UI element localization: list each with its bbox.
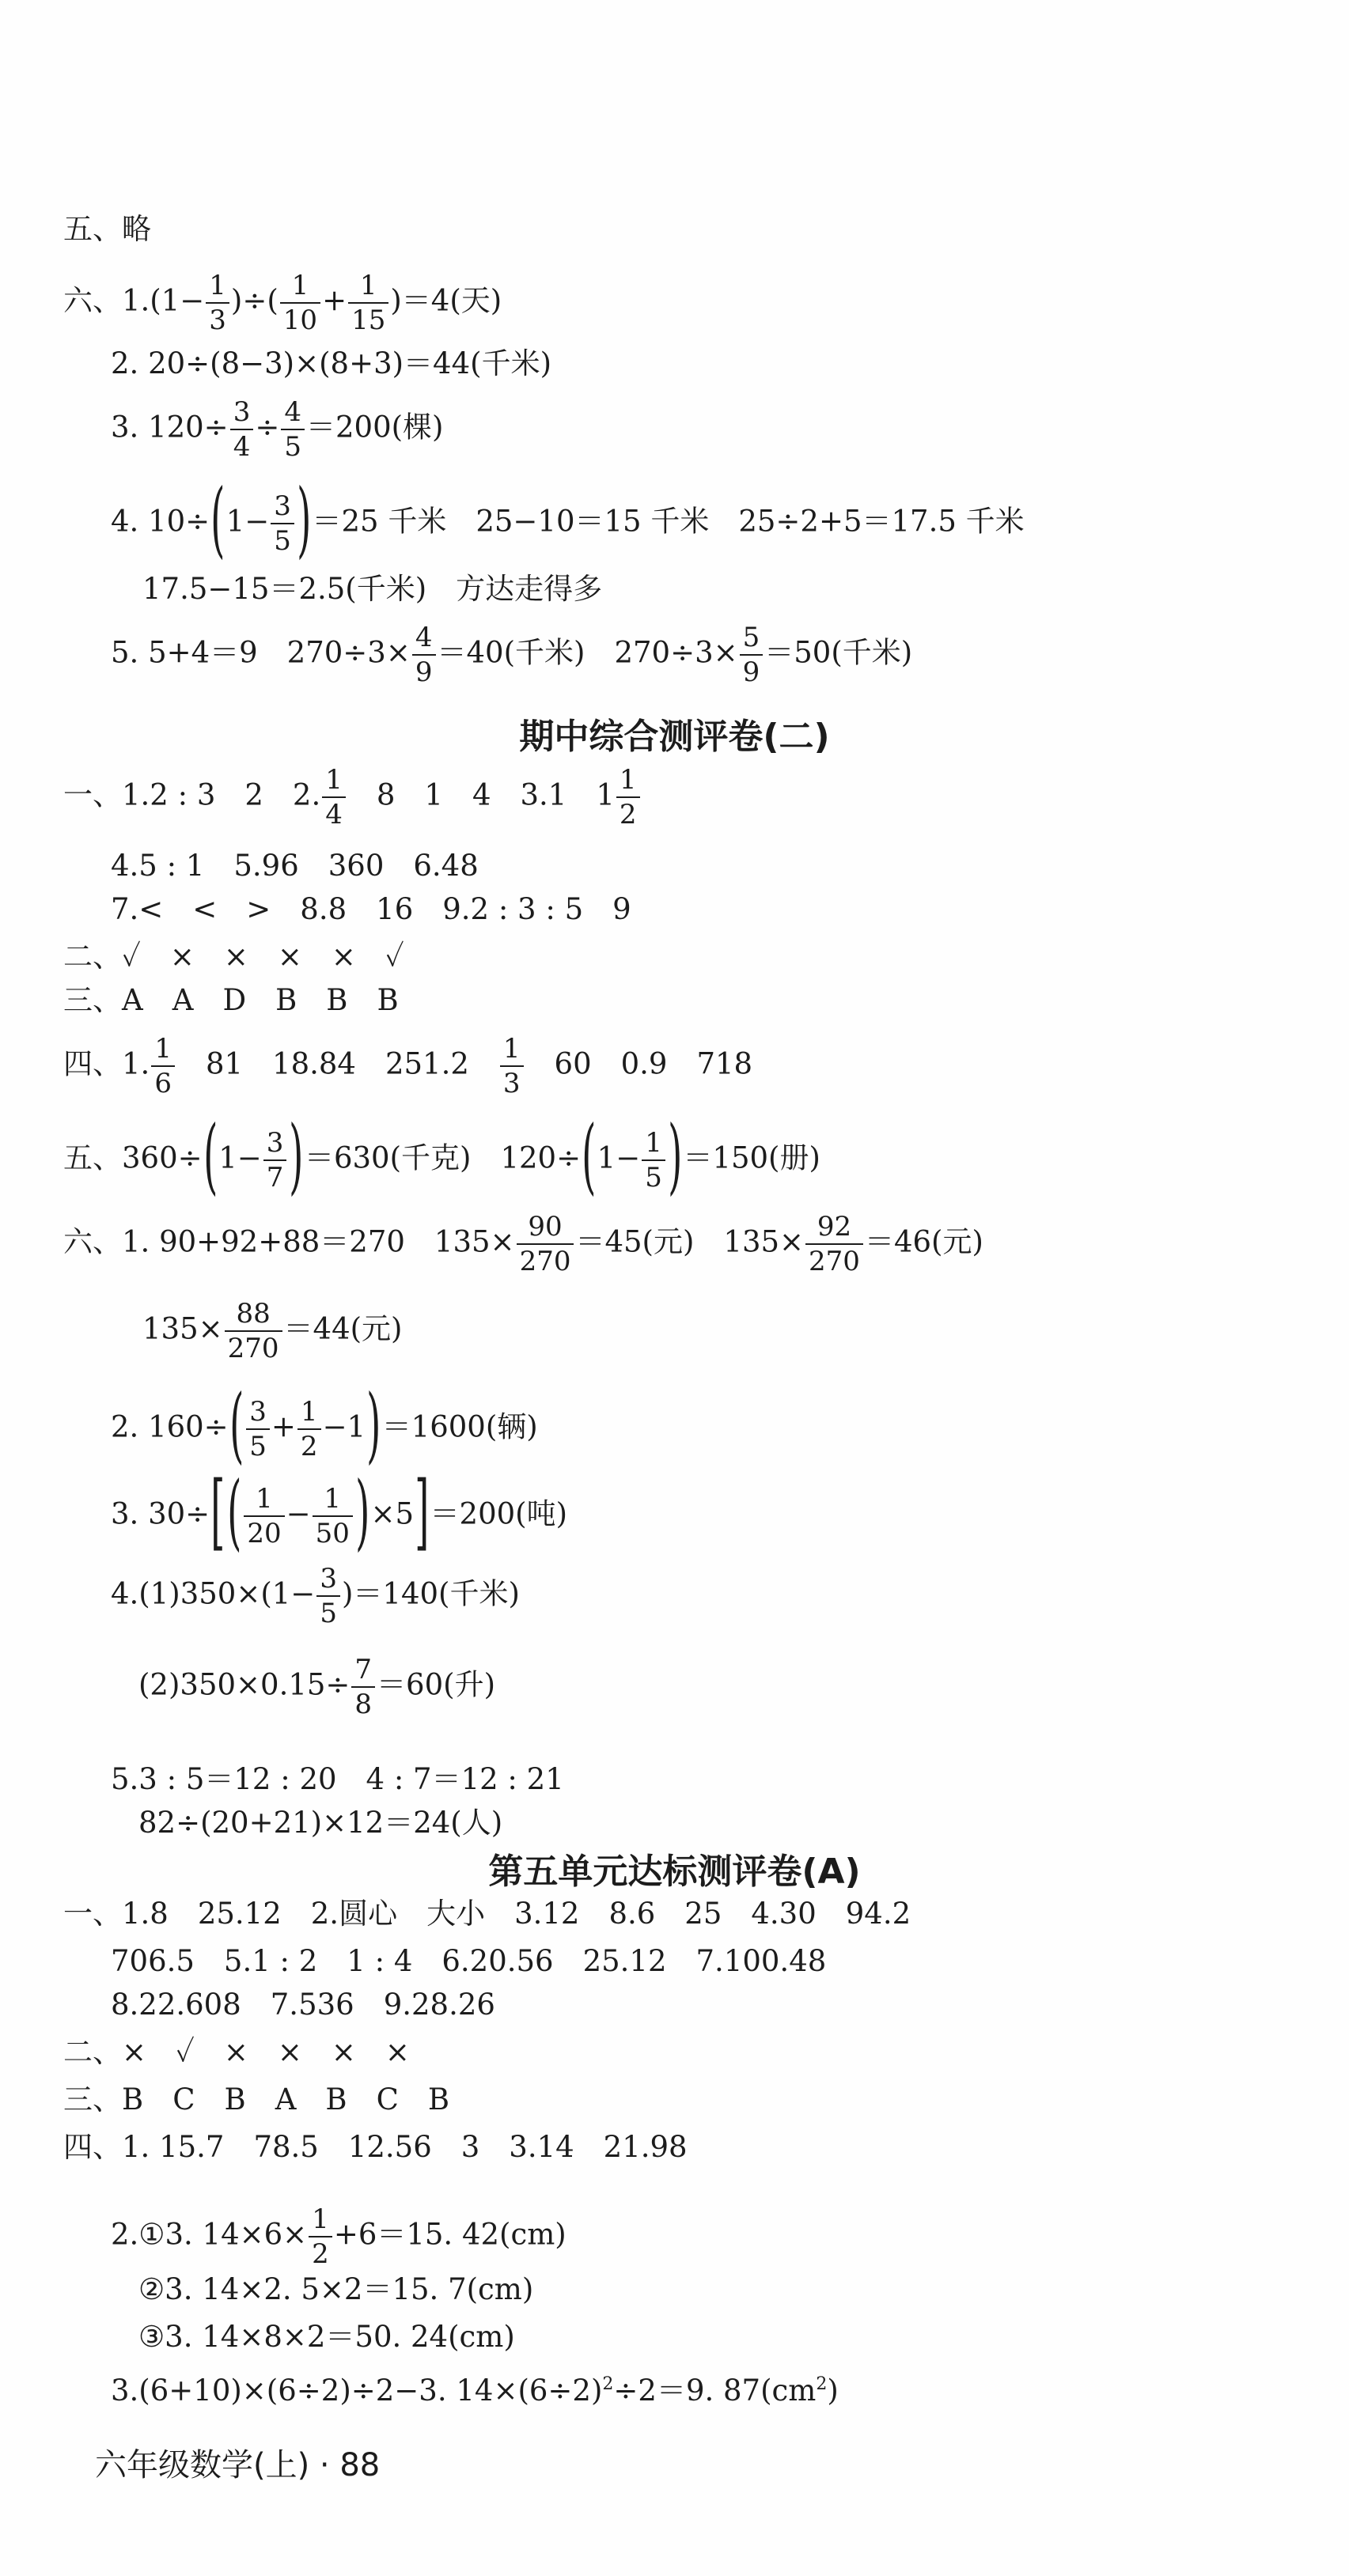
- denominator: 8: [351, 1686, 375, 1721]
- line-1c: 7.< < > 8.8 16 9.2 : 3 : 5 9: [111, 892, 631, 926]
- fraction: [805, 1210, 863, 1278]
- text: 四、1.: [63, 1046, 150, 1081]
- fraction: [206, 269, 229, 337]
- text: −: [286, 1496, 311, 1531]
- fraction: [280, 269, 320, 337]
- denominator: 5: [271, 523, 294, 558]
- numerator: 1: [312, 2203, 329, 2235]
- numerator: 1: [619, 764, 637, 796]
- section-title: 期中综合测评卷(二): [519, 717, 830, 757]
- superscript: 2: [602, 2374, 614, 2394]
- denominator: 6: [151, 1065, 175, 1100]
- text: +6＝15. 42(cm): [333, 2217, 567, 2252]
- text: 8 1 4 3.1 1: [347, 777, 615, 812]
- denominator: 5: [642, 1159, 665, 1194]
- line-6-4b: 17.5−15＝2.5(千米) 方达走得多: [142, 572, 603, 606]
- denominator: 20: [244, 1515, 284, 1550]
- line-6-5c: 82÷(20+21)×12＝24(人): [138, 1806, 503, 1840]
- fraction: [351, 1653, 375, 1721]
- text: 2.①3. 14×6×: [111, 2217, 308, 2252]
- numerator: 1: [502, 1033, 521, 1065]
- line-6-5: [111, 621, 912, 689]
- line-5b: [63, 1107, 820, 1204]
- text: 一、1.2 : 3 2 2.: [63, 777, 321, 812]
- line-1: [63, 763, 642, 831]
- fraction: [412, 621, 436, 689]
- line-1f: 8.22.608 7.536 9.28.26: [111, 1988, 495, 2022]
- fraction: [309, 2203, 332, 2271]
- numerator: 5: [742, 622, 760, 653]
- denominator: 5: [281, 429, 305, 463]
- numerator: 7: [354, 1654, 373, 1685]
- line-4-4: ③3. 14×8×2＝50. 24(cm): [138, 2320, 515, 2354]
- denominator: 10: [280, 302, 320, 337]
- fraction: [297, 1395, 321, 1463]
- numerator: 4: [284, 396, 301, 428]
- left-paren: (: [210, 471, 225, 567]
- line-1b: 4.5 : 1 5.96 360 6.48: [111, 849, 479, 883]
- text: ÷2＝9. 87(cm: [613, 2374, 817, 2408]
- text: 135×: [142, 1311, 223, 1346]
- line-6-2b: [111, 1376, 538, 1473]
- numerator: 1: [154, 1033, 172, 1065]
- fraction: [313, 1482, 353, 1550]
- text: ＝150(册): [683, 1140, 820, 1175]
- line-3: 三、A A D B B B: [63, 983, 399, 1017]
- line-6-3b: [111, 1463, 568, 1560]
- fraction: [263, 1126, 287, 1194]
- numerator: 3: [249, 1396, 267, 1428]
- line-4b: 四、1. 15.7 78.5 12.56 3 3.14 21.98: [63, 2130, 688, 2164]
- denominator: 2: [309, 2236, 332, 2271]
- text: (2)350×0.15÷: [138, 1667, 351, 1702]
- left-paren: (: [226, 1463, 242, 1560]
- fraction: [500, 1032, 524, 1100]
- text: 1−: [597, 1140, 641, 1175]
- text: ＝50(千米): [764, 635, 913, 670]
- fraction: [230, 395, 254, 463]
- denominator: 5: [316, 1595, 340, 1630]
- text: ＝45(元) 135×: [575, 1224, 805, 1259]
- text: ＝46(元): [864, 1224, 983, 1259]
- line-6-1b: [63, 1210, 983, 1278]
- fraction: [322, 763, 346, 831]
- numerator: 1: [256, 1483, 273, 1515]
- text: 1−: [225, 504, 270, 539]
- text: ＝60(升): [377, 1667, 496, 1702]
- numerator: 88: [236, 1298, 271, 1330]
- line-2b: 二、× ✓ × × × ×: [63, 2035, 410, 2069]
- superscript: 2: [816, 2374, 828, 2394]
- numerator: 3: [320, 1563, 337, 1594]
- numerator: 3: [266, 1127, 284, 1159]
- text: 3. 30÷: [111, 1496, 210, 1531]
- numerator: 92: [817, 1211, 852, 1243]
- numerator: 1: [291, 270, 309, 301]
- denominator: 270: [517, 1243, 574, 1278]
- numerator: 1: [324, 1483, 342, 1515]
- line-6-4c: [111, 1562, 520, 1630]
- text: ＝630(千克) 120÷: [304, 1140, 582, 1175]
- line-4-3: ②3. 14×2. 5×2＝15. 7(cm): [138, 2272, 534, 2306]
- text: ＝1600(辆): [381, 1409, 538, 1444]
- fraction: [271, 490, 294, 558]
- right-paren: ): [297, 471, 312, 567]
- numerator: 1: [325, 764, 343, 796]
- line-6-5b: 5.3 : 5＝12 : 20 4 : 7＝12 : 21: [111, 1762, 564, 1796]
- text: ÷: [255, 410, 280, 444]
- fraction: [281, 395, 305, 463]
- denominator: 4: [322, 796, 346, 831]
- text: 81 18.84 251.2: [176, 1046, 498, 1081]
- denominator: 50: [313, 1515, 353, 1550]
- numerator: 1: [300, 1396, 318, 1428]
- right-paren: ): [668, 1107, 683, 1204]
- denominator: 4: [230, 429, 254, 463]
- text: )＝4(天): [390, 283, 502, 318]
- denominator: 9: [740, 654, 764, 689]
- fraction: [517, 1210, 574, 1278]
- text: +: [322, 283, 347, 318]
- numerator: 90: [528, 1211, 563, 1243]
- text: 五、360÷: [63, 1140, 203, 1175]
- text: 60 0.9 718: [525, 1046, 753, 1081]
- line-1e: 706.5 5.1 : 2 1 : 4 6.20.56 25.12 7.100.48: [111, 1944, 827, 1978]
- right-bracket: ]: [415, 1463, 430, 1560]
- fraction: [244, 1482, 284, 1550]
- fraction: [246, 1395, 270, 1463]
- text: ×5: [370, 1496, 414, 1531]
- text: 4. 10÷: [111, 504, 210, 539]
- line-6-2: 2. 20÷(8−3)×(8+3)＝44(千米): [111, 346, 552, 380]
- numerator: 1: [645, 1127, 662, 1159]
- right-paren: ): [289, 1107, 304, 1204]
- denominator: 2: [297, 1428, 321, 1463]
- left-paren: (: [582, 1107, 597, 1204]
- fraction: [151, 1032, 175, 1100]
- text: −1: [322, 1409, 366, 1444]
- text: ＝25 千米 25−10＝15 千米 25÷2+5＝17.5 千米: [312, 504, 1025, 539]
- text: 3.(6+10)×(6÷2)÷2−3. 14×(6÷2): [111, 2374, 603, 2408]
- right-paren: ): [366, 1376, 381, 1473]
- line-1d: 一、1.8 25.12 2.圆心 大小 3.12 8.6 25 4.30 94.2: [63, 1897, 911, 1931]
- text: 2. 160÷: [111, 1409, 229, 1444]
- line-6-1: [63, 269, 502, 337]
- denominator: 270: [805, 1243, 863, 1278]
- text: 5. 5+4＝9 270÷3×: [111, 635, 411, 670]
- line-6-1c: [142, 1297, 402, 1365]
- numerator: 3: [233, 396, 251, 428]
- line-6-3: [111, 395, 443, 463]
- text: ＝44(元): [283, 1311, 403, 1346]
- line-4-2: [111, 2203, 567, 2271]
- numerator: 3: [274, 490, 291, 522]
- page-footer: 六年级数学(上) · 88: [95, 2447, 381, 2483]
- fraction: [316, 1562, 340, 1630]
- text: +: [271, 1409, 296, 1444]
- fraction: [642, 1126, 665, 1194]
- line-5: 五、略: [63, 212, 151, 246]
- text: ): [827, 2374, 839, 2408]
- line-6-4: [111, 471, 1025, 567]
- denominator: 3: [500, 1065, 524, 1100]
- text: 3. 120÷: [111, 410, 229, 444]
- denominator: 9: [412, 654, 436, 689]
- denominator: 15: [348, 302, 388, 337]
- text: 六、1.(1−: [63, 283, 205, 318]
- denominator: 5: [246, 1428, 270, 1463]
- text: ＝200(吨): [430, 1496, 568, 1531]
- line-3b: 三、B C B A B C B: [63, 2082, 450, 2116]
- left-bracket: [: [210, 1463, 225, 1560]
- text: ＝40(千米) 270÷3×: [437, 635, 738, 670]
- fraction: [225, 1297, 282, 1365]
- numerator: 4: [415, 622, 433, 653]
- text: 4.(1)350×(1−: [111, 1576, 316, 1611]
- left-paren: (: [229, 1376, 244, 1473]
- denominator: 7: [263, 1159, 287, 1194]
- fraction: [616, 763, 640, 831]
- text: ＝200(棵): [305, 410, 444, 444]
- text: 六、1. 90+92+88＝270 135×: [63, 1224, 515, 1259]
- line-6-4d: [138, 1653, 495, 1721]
- denominator: 3: [206, 302, 229, 337]
- numerator: 1: [359, 270, 377, 301]
- fraction: [740, 621, 764, 689]
- text: 1−: [218, 1140, 262, 1175]
- fraction: [348, 269, 388, 337]
- left-paren: (: [203, 1107, 218, 1204]
- line-2: 二、✓ × × × × ✓: [63, 940, 404, 974]
- numerator: 1: [209, 270, 226, 301]
- denominator: 270: [225, 1330, 282, 1365]
- section-title: 第五单元达标测评卷(A): [488, 1852, 861, 1892]
- text: )÷(: [230, 283, 279, 318]
- right-paren: ): [355, 1463, 370, 1560]
- line-4: [63, 1032, 752, 1100]
- denominator: 2: [616, 796, 640, 831]
- text: )＝140(千米): [341, 1576, 520, 1611]
- line-4-5: [111, 2365, 839, 2411]
